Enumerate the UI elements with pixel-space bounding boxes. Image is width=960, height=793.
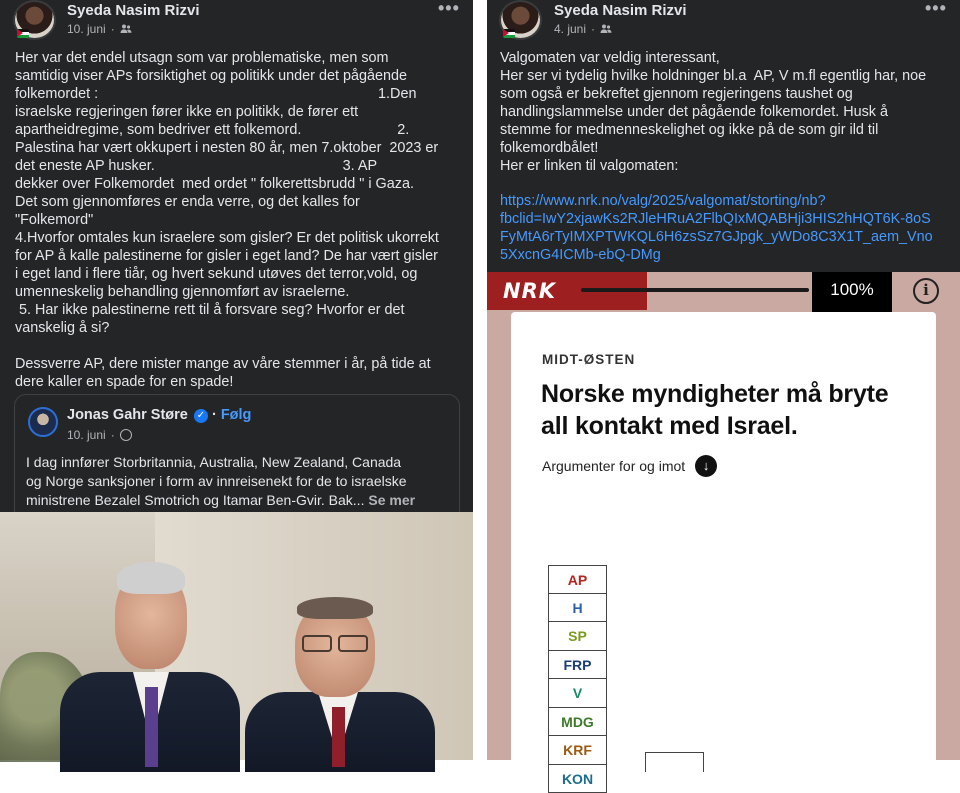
verified-badge-icon: ✓: [194, 409, 208, 423]
arguments-toggle[interactable]: [542, 455, 717, 477]
nrk-logo: NRK: [503, 279, 556, 303]
post-text-line: "Folkemord": [15, 211, 460, 229]
more-options-button[interactable]: •••: [925, 0, 947, 19]
post-meta: [67, 22, 132, 36]
question-title: [541, 378, 889, 442]
separator: ·: [111, 428, 115, 442]
progress-percent: 100%: [812, 272, 892, 312]
party-mdg: MDG: [548, 708, 607, 737]
shared-author-line: [67, 407, 251, 423]
question-category: MIDT-ØSTEN: [542, 352, 635, 367]
post-text-line: dere kaller en spade for en spade!: [15, 373, 460, 391]
post-body: [500, 49, 945, 175]
shared-text-line-last: [26, 491, 456, 510]
shared-post-meta: [67, 428, 132, 442]
party-v: V: [548, 679, 607, 708]
arrow-down-icon[interactable]: ↓: [695, 455, 717, 477]
separator: ·: [212, 407, 217, 423]
post-text-line: Her er linken til valgomaten:: [500, 157, 945, 175]
party-list: [548, 565, 607, 793]
post-text-line: stemme for medmenneskelighet og ikke på de som gir ild til: [500, 121, 945, 139]
post-date[interactable]: 4. juni: [554, 22, 586, 36]
right-post: [487, 0, 960, 760]
post-text-line: handlingslammelse under det pågående folkemordet. Husk å: [500, 103, 945, 121]
party-sp: SP: [548, 622, 607, 651]
question-title-line: all kontakt med Israel.: [541, 410, 889, 442]
post-text-line: Palestina har vært okkupert i nesten 80 år, men 7.oktober 2023 er: [15, 139, 460, 157]
author-avatar[interactable]: [499, 0, 542, 40]
party-krf: KRF: [548, 736, 607, 765]
post-text-line: folkemordbålet!: [500, 139, 945, 157]
post-photo[interactable]: [0, 512, 473, 760]
post-text-line: Her ser vi tydelig hvilke holdninger bl.a AP, V m.fl egentlig har, noe: [500, 67, 945, 85]
link-line[interactable]: fbclid=IwY2xjawKs2RJleHRuA2FlbQIxMQABHji3HIS2hHQT6K-8oS: [500, 210, 933, 228]
separator: ·: [591, 22, 595, 36]
post-text-line: umenneskelig behandling gjennomført av israelerne.: [15, 283, 460, 301]
post-meta: [554, 22, 612, 36]
post-body: [15, 49, 460, 391]
see-more-link[interactable]: Se mer: [368, 492, 415, 508]
post-text-line: Dessverre AP, dere mister mange av våre stemmer i år, på tide at: [15, 355, 460, 373]
post-text-line: [15, 337, 460, 355]
party-kon: KON: [548, 765, 607, 793]
author-avatar[interactable]: [13, 0, 56, 40]
follow-button[interactable]: Følg: [221, 407, 252, 423]
post-text-line: 5. Har ikke palestinerne rett til å forsvare seg? Hvorfor er det: [15, 301, 460, 319]
post-text-line: dekker over Folkemordet med ordet " folkerettsbrudd " i Gaza.: [15, 175, 460, 193]
party-h: H: [548, 594, 607, 623]
post-text-line: det eneste AP husker. 3. AP: [15, 157, 460, 175]
question-card: [511, 312, 936, 772]
friends-audience-icon: [600, 23, 612, 35]
post-author[interactable]: Syeda Nasim Rizvi: [554, 2, 687, 19]
arguments-label: Argumenter for og imot: [542, 458, 685, 474]
photo-person-left: [55, 557, 245, 767]
post-date[interactable]: 10. juni: [67, 22, 106, 36]
friends-audience-icon: [120, 23, 132, 35]
post-text-line: i eget land i flere tiår, og hvert sekund utøves det terror,vold, og: [15, 265, 460, 283]
link-line[interactable]: https://www.nrk.no/valg/2025/valgomat/storting/nb?: [500, 192, 933, 210]
shared-post-date[interactable]: 10. juni: [67, 428, 106, 442]
palestine-flag-icon: [503, 29, 515, 38]
palestine-flag-icon: [17, 29, 29, 38]
party-ap: AP: [548, 565, 607, 594]
shared-author-name[interactable]: Jonas Gahr Støre: [67, 407, 188, 423]
shared-text-line: I dag innfører Storbritannia, Australia, New Zealand, Canada: [26, 453, 456, 472]
post-text-line: for AP å kalle palestinerne for gisler i eget land? De har vært gisler: [15, 247, 460, 265]
valgomat-link[interactable]: [500, 192, 933, 264]
shared-post-body: [26, 453, 456, 510]
shared-post-card[interactable]: [14, 394, 460, 524]
shared-text-line: og Norge sanksjoner i form av innreisenekt for de to israelske: [26, 472, 456, 491]
progress-bar: [581, 288, 809, 292]
photo-person-right: [240, 597, 440, 767]
shared-author-avatar[interactable]: [28, 407, 58, 437]
globe-icon: [120, 429, 132, 441]
link-line[interactable]: FyMtA6rTyIMXPTWKQL6H6zsSz7GJpgk_yWDo8C3X1T_aem_Vno: [500, 228, 933, 246]
question-title-line: Norske myndigheter må bryte: [541, 378, 889, 410]
post-text-line: Valgomaten var veldig interessant,: [500, 49, 945, 67]
post-text-line: Det som gjennomføres er enda verre, og det kalles for: [15, 193, 460, 211]
left-post: [0, 0, 473, 760]
party-frp: FRP: [548, 651, 607, 680]
link-line[interactable]: 5XxcnG4ICMb-ebQ-DMg: [500, 246, 933, 264]
party-column-box: [645, 752, 704, 772]
more-options-button[interactable]: •••: [438, 0, 460, 19]
post-author[interactable]: Syeda Nasim Rizvi: [67, 2, 200, 19]
post-text-line: vanskelig å si?: [15, 319, 460, 337]
post-text-line: 4.Hvorfor omtales kun israelere som gisler? Er det politisk ukorrekt: [15, 229, 460, 247]
post-text-line: apartheidregime, som bedriver ett folkemord. 2.: [15, 121, 460, 139]
post-text-line: folkemordet : 1.Den: [15, 85, 460, 103]
shared-text-line: ministrene Bezalel Smotrich og Itamar Ben-Gvir. Bak...: [26, 492, 364, 508]
info-icon[interactable]: i: [913, 278, 939, 304]
post-text-line: som også er bekreftet gjennom regjeringens taushet og: [500, 85, 945, 103]
post-text-line: Her var det endel utsagn som var problematiske, men som: [15, 49, 460, 67]
nrk-valgomat-image[interactable]: [487, 272, 960, 760]
separator: ·: [111, 22, 115, 36]
post-text-line: samtidig viser APs forsiktighet og politikk under det pågående: [15, 67, 460, 85]
post-text-line: israelske regjeringen fører ikke en politikk, de fører ett: [15, 103, 460, 121]
